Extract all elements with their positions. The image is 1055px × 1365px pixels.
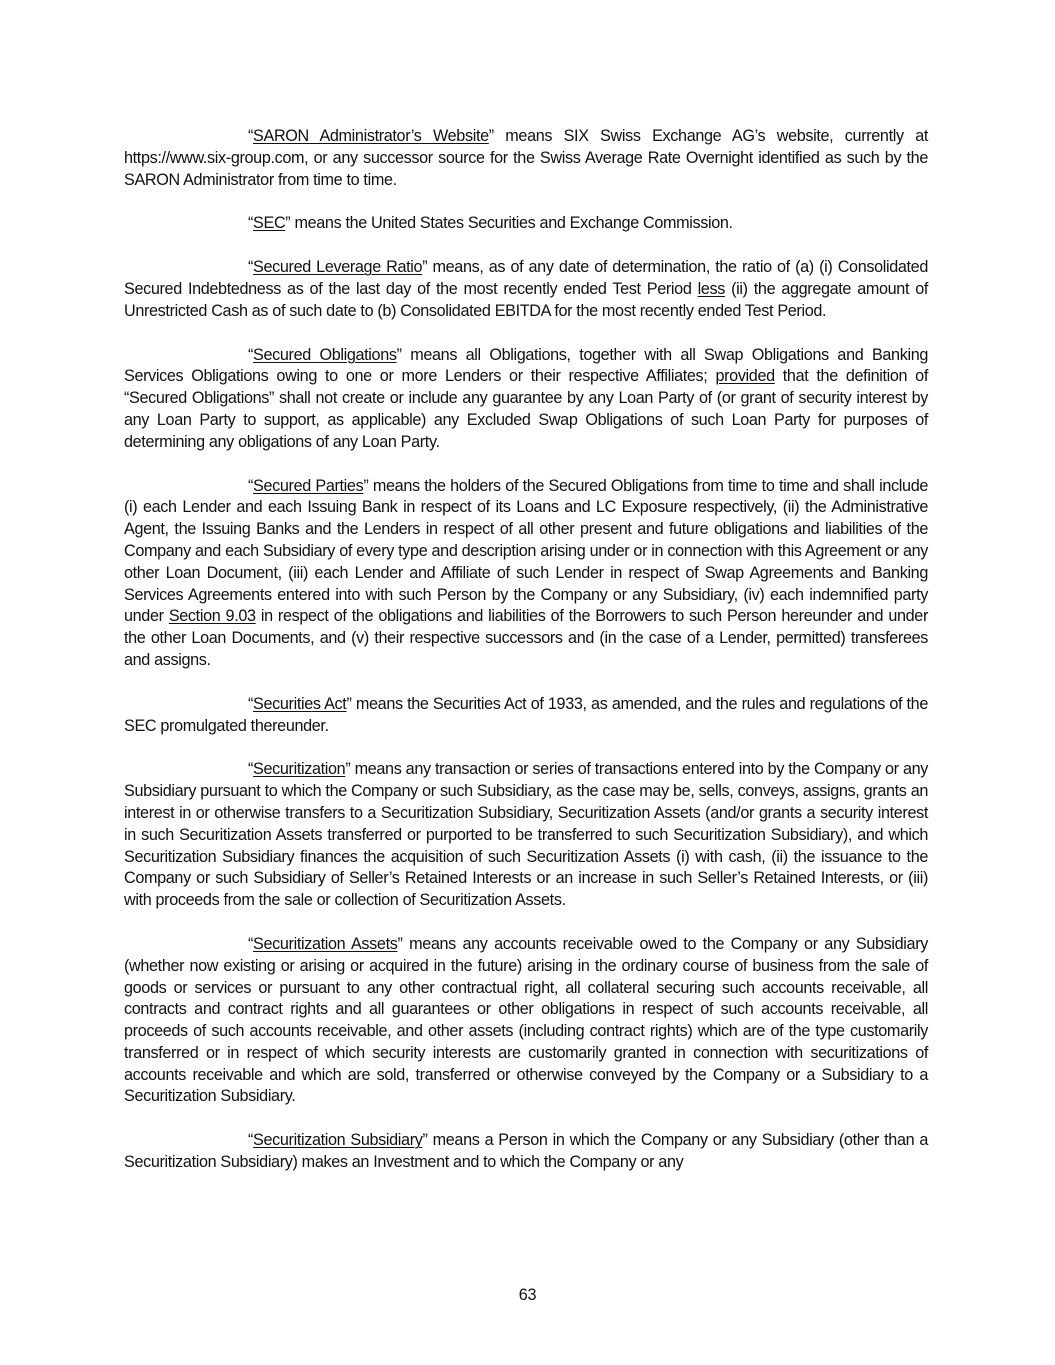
defined-term: Securitization [253,760,346,779]
definition-saron-administrators-website [124,126,928,191]
defined-term: Securitization Assets [253,934,398,953]
definition-secured-leverage-ratio [124,257,928,322]
document-page [124,126,928,1196]
close-quote: ” [488,127,494,145]
definition-text: means all Obligations, together with all Swap Obligations and Banking Services Obligations owing to one or more Lenders or their respective Affiliates; [124,345,929,386]
definition-sec [124,213,928,235]
open-quote: “ [248,127,254,145]
open-quote: “ [248,694,254,713]
defined-term: SARON Administrator’s Website [253,127,489,145]
open-quote: “ [248,345,254,364]
close-quote: ” [346,694,352,713]
definition-text-continued: in respect of the obligations and liabilities of the Borrowers to such Person hereunder and under the other Loan Documents, and (v) their respective successors and (in the case of a Lender, permitted) transferees and assigns. [124,607,928,669]
open-quote: “ [248,258,254,277]
definition-secured-parties [124,476,928,672]
close-quote: ” [397,934,403,953]
open-quote: “ [248,934,254,953]
definition-text: means a Person in which the Company or any Subsidiary (other than a Securitization Subsidiary) makes an Investment and to which the Company or any [124,1131,928,1172]
definition-securitization-subsidiary [124,1130,928,1174]
defined-term: Secured Parties [253,476,364,495]
section-reference: Section 9.03 [168,607,256,626]
open-quote: “ [248,214,254,233]
close-quote: ” [345,760,351,779]
definition-text-continued: that the definition of “Secured Obligations” shall not create or include any guarantee by any Loan Party of (or grant of security interest by any Loan Party to support, as applicable) any Excluded Swap Obligations of such Loan Party for purposes of determining any obligations of any Loan Party. [124,367,928,451]
underlined-word: less [697,279,725,298]
defined-term: Secured Obligations [253,345,397,364]
definition-text: means any transaction or series of transactions entered into by the Company or any Subsidiary pursuant to which the Company or such Subsidiary, as the case may be, sells, conveys, assigns, grants an interest in or otherwise transfers to a Securitization Subsidiary, Securitization Assets (and/or grants a security interest in such Securitization Assets transferred or purported to be transferred to such Securitization Subsidiary), and which Securitization Subsidiary finances the acquisition of such Securitization Assets (i) with cash, (ii) the issuance to the Company or such Subsidiary of Seller’s Retained Interests or an increase in such Seller’s Retained Interests, or (iii) with proceeds from the sale or collection of Securitization Assets. [124,760,928,910]
close-quote: ” [285,214,291,233]
close-quote: ” [363,476,369,495]
close-quote: ” [422,1131,428,1150]
open-quote: “ [248,476,254,495]
open-quote: “ [248,1131,254,1150]
definition-secured-obligations [124,345,928,454]
definition-securities-act [124,694,928,738]
definition-text: means any accounts receivable owed to the Company or any Subsidiary (whether now existing or arising or acquired in the future) arising in the ordinary course of business from the sale of goods or services or pursuant to any other contractual right, all collateral securing such accounts receivable, all contracts and contract rights and all guarantees or other obligations in respect of such accounts receivable, all proceeds of such accounts receivable, and other assets (including contract rights) which are of the type customarily transferred or in respect of which security interests are customarily granted in connection with securitizations of accounts receivable and which are sold, transferred or otherwise conveyed by the Company or a Subsidiary to a Securitization Subsidiary. [124,934,928,1106]
definition-securitization [124,759,928,912]
definition-securitization-assets [124,934,928,1108]
definition-text: means, as of any date of determination, the ratio of (a) (i) Consolidated Secured Indebtedness as of the last day of the most recently ended Test Period [124,258,928,298]
definition-text: means the United States Securities and Exchange Commission. [290,214,733,233]
definition-text: means the Securities Act of 1933, as amended, and the rules and regulations of the SEC promulgated thereunder. [124,694,928,735]
definition-text-continued: (ii) the aggregate amount of Unrestricted Cash as of such date to (b) Consolidated EBITDA for the most recently ended Test Period. [124,279,928,320]
underlined-word: provided [715,367,775,386]
defined-term: Securitization Subsidiary [253,1131,423,1150]
defined-term: Securities Act [253,694,347,713]
defined-term: Secured Leverage Ratio [253,258,423,277]
defined-term: SEC [253,214,286,233]
close-quote: ” [422,258,428,277]
page-number: 63 [518,1286,537,1304]
close-quote: ” [396,345,402,364]
open-quote: “ [248,760,254,779]
definition-text: means the holders of the Secured Obligations from time to time and shall include (i) each Lender and each Issuing Bank in respect of its Loans and LC Exposure respectively, (ii) the Administrative Agent, the Issuing Banks and the Lenders in respect of all other present and future obligations and liabilities of the Company and each Subsidiary of every type and description arising under or in connection with this Agreement or any other Loan Document, (iii) each Lender and Affiliate of such Lender in respect of Swap Agreements and Banking Services Agreements entered into with such Person by the Company or any Subsidiary, (iv) each indemnified party under [124,476,928,626]
definition-text: means SIX Swiss Exchange AG’s website, currently at https://www.six-group.com, or any successor source for the Swiss Average Rate Overnight identified as such by the SARON Administrator from time to time. [124,127,928,189]
